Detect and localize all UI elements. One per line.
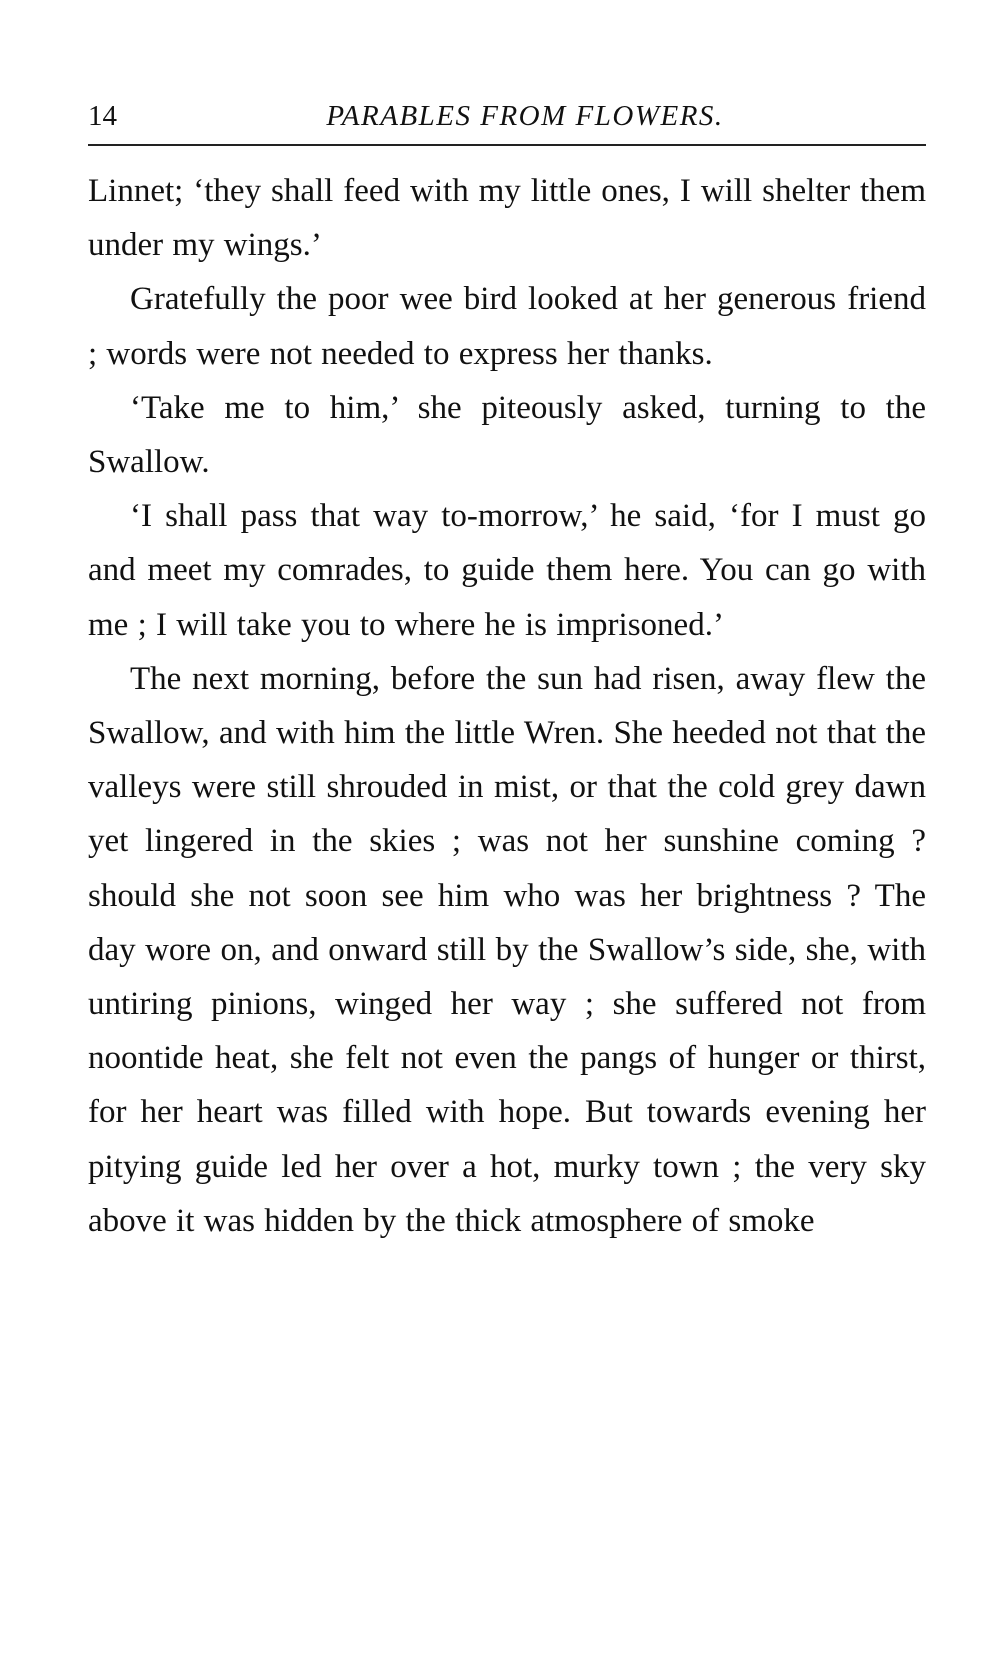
page-number: 14: [88, 100, 117, 132]
paragraph: ‘I shall pass that way to-morrow,’ he said, ‘for I must go and meet my comrades, to guide them here. You can go with me ; I will take you to where he is imprisoned.’: [88, 498, 926, 643]
header-rule: [88, 144, 926, 146]
page-header: [88, 96, 926, 136]
paragraph: Gratefully the poor wee bird looked at her generous friend ; words were not needed to express her thanks.: [88, 281, 926, 372]
paragraph: Linnet; ‘they shall feed with my little ones, I will shelter them under my wings.’: [88, 173, 926, 264]
running-title: PARABLES FROM FLOWERS.: [326, 100, 724, 132]
paragraph: ‘Take me to him,’ she piteously asked, turning to the Swallow.: [88, 389, 926, 481]
paragraph: The next morning, before the sun had risen, away flew the Swallow, and with him the little Wren. She heeded not that the valleys were still shrouded in mist, or that the cold grey dawn yet lingered in the skies ; was not her sunshine coming ? should she not soon see him who was her brightness ? The day wore on, and onward still by the Swallow’s side, she, with untiring pinions, winged her way ; she suffered not from noontide heat, she felt not even the pangs of hunger or thirst, for her heart was filled with hope. But towards evening her pitying guide led her over a hot, murky town ; the very sky above it was hidden by the thick atmosphere of smoke: [88, 660, 926, 1239]
body-text: [88, 164, 926, 1248]
